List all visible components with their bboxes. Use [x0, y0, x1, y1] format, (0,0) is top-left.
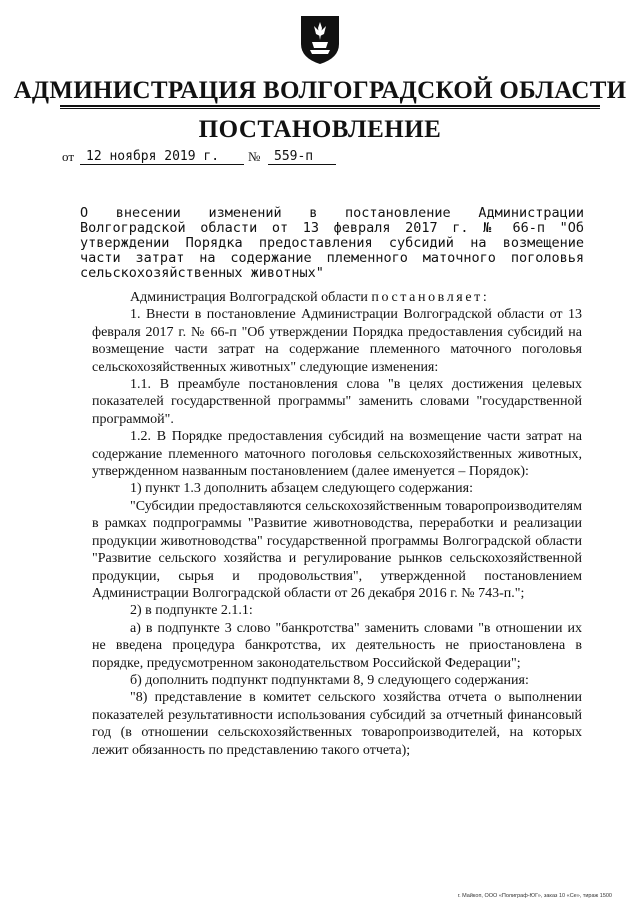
paragraph: 1. Внести в постановление Администрации Волгоградской области от 13 февраля 2017 г. № 66-п "Об утверждении Порядка предоставления субсидий на возмещение части затрат на содержание племенного маточного поголовья сельскохозяйственных животных" следующие изменения: [92, 307, 582, 375]
document-body [92, 289, 582, 759]
document-subject: О внесении изменений в постановление Администрации Волгоградской области от 13 февраля 2017 г. № 66-п "Об утверждении Порядка предоставления субсидий на возмещение части затрат на содержание племенного маточного поголовья сельскохозяйственных животных" [80, 205, 584, 281]
paragraph: а) в подпункте 3 слово "банкротства" заменить словами "в отношении их не введена процедура банкротства, их деятельность не приостановлена в порядке, предусмотренном законодательством Российской Федерации"; [92, 620, 582, 671]
document-number: 559-п [268, 149, 336, 165]
paragraph: 1) пункт 1.3 дополнить абзацем следующего содержания: [130, 481, 473, 497]
preamble-lead: Администрация Волгоградской области [130, 290, 368, 305]
paragraph: б) дополнить подпункт подпунктами 8, 9 следующего содержания: [130, 672, 529, 688]
paragraph: 1.1. В преамбуле постановления слова "в целях достижения целевых показателей государственной программы" заменить словами "государственной программой". [92, 377, 582, 427]
document-date: 12 ноября 2019 г. [80, 149, 244, 165]
document-meta [62, 149, 362, 169]
number-prefix: № [248, 149, 261, 164]
preamble [92, 289, 582, 306]
paragraph: "8) представление в комитет сельского хозяйства отчета о выполнении показателей результативности использования субсидий за отчетный финансовый год (в отношении сельскохозяйственных товаропроизводителей, на которых лежит обязанность по представлению такого отчета); [92, 690, 582, 758]
paragraph: 2) в подпункте 2.1.1: [130, 603, 253, 619]
agency-title: АДМИНИСТРАЦИЯ ВОЛГОГРАДСКОЙ ОБЛАСТИ [13, 77, 627, 104]
paragraph: 1.2. В Порядке предоставления субсидий на возмещение части затрат на содержание племенного маточного поголовья сельскохозяйственных животных, утвержденном названным постановлением (далее именуется – Порядок): [92, 429, 582, 480]
document-type: ПОСТАНОВЛЕНИЕ [198, 116, 442, 143]
header-divider-thin [60, 108, 600, 109]
print-footer: г. Майкоп, ООО «Полиграф-ЮГ», заказ 10 «Се», тираж 1500 [457, 893, 612, 899]
preamble-verb: постановляет: [371, 290, 490, 305]
paragraph: "Субсидии предоставляются сельскохозяйственным товаропроизводителям в рамках подпрограммы "Развитие животноводства, переработки и реализации продукции животноводства" государственной программы Волгоградской области "Развитие сельского хозяйства и регулирование рынков сельскохозяйственной продукции, сырья и продовольствия", утвержденной постановлением Администрации Волгоградской области от 26 декабря 2016 г. № 743-п."; [92, 498, 582, 601]
date-prefix: от [62, 149, 75, 164]
header-divider-thick [60, 105, 600, 107]
coat-of-arms-emblem [299, 14, 341, 66]
